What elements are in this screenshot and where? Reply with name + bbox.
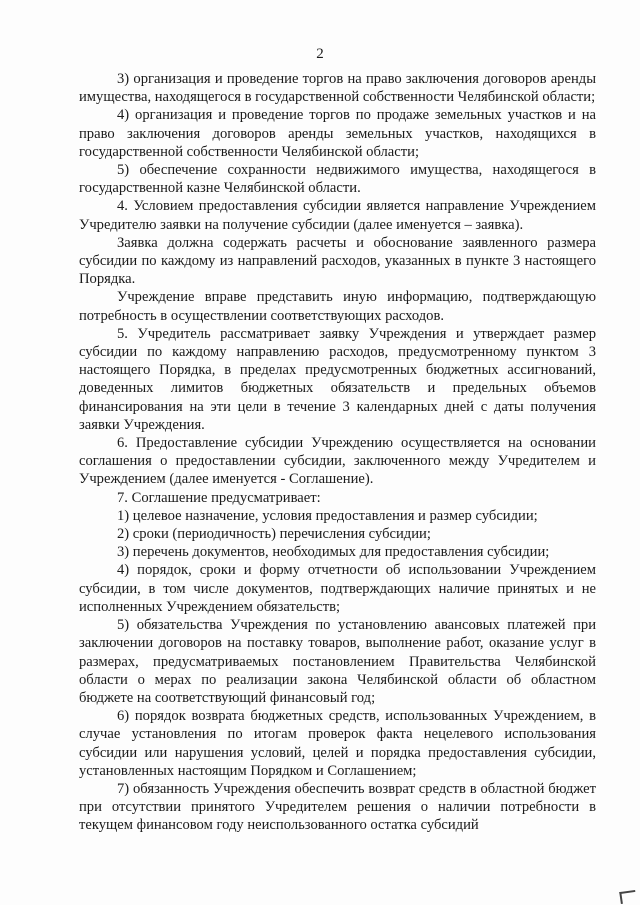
- paragraph-agreement-item-5: 5) обязательства Учреждения по установлению авансовых платежей при заключении договоров на поставку товаров, выполнение работ, оказание услуг в размерах, предусматриваемых постановлением Правительства Челябинской области о мерах по реализации закона Челябинской области об областном бюджете на соответствующий финансовый год;: [79, 617, 596, 706]
- paragraph-clause-4: 4. Условием предоставления субсидии является направление Учреждением Учредителю заявки на получение субсидии (далее именуется – заявка).: [79, 198, 596, 233]
- paragraph-additional-info: Учреждение вправе представить иную информацию, подтверждающую потребность в осуществлении соответствующих расходов.: [79, 289, 596, 324]
- paragraph-agreement-item-4: 4) порядок, сроки и форму отчетности об использовании Учреждением субсидии, в том числе документов, подтверждающих наличие принятых и не исполненных Учреждением обязательств;: [79, 562, 596, 615]
- paragraph-agreement-item-7: 7) обязанность Учреждения обеспечить возврат средств в областной бюджет при отсутствии принятого Учредителем решения о наличии потребности в текущем финансовом году неиспользованного остатка субсидий: [79, 780, 596, 834]
- paragraph-agreement-item-1: 1) целевое назначение, условия предоставления и размер субсидии;: [117, 507, 538, 524]
- paragraph-application-content: Заявка должна содержать расчеты и обоснование заявленного размера субсидии по каждому из направлений расходов, указанных в пункте 3 настоящего Порядка.: [79, 234, 596, 288]
- paragraph-agreement-item-6: 6) порядок возврата бюджетных средств, использованных Учреждением, в случае установления по итогам проверок факта нецелевого использования субсидии или нарушения условий, целей и порядка предоставления субсидии, установленных настоящим Порядком и Соглашением;: [79, 708, 596, 779]
- paragraph-clause-7: 7. Соглашение предусматривает:: [117, 489, 321, 506]
- paragraph-agreement-item-3: 3) перечень документов, необходимых для предоставления субсидии;: [117, 544, 550, 561]
- paragraph-item-5: 5) обеспечение сохранности недвижимого имущества, находящегося в государственной казне Челябинской области.: [79, 162, 596, 197]
- document-body: [79, 70, 596, 835]
- paragraph-agreement-item-2: 2) сроки (периодичность) перечисления субсидии;: [117, 526, 431, 543]
- paragraph-item-4: 4) организация и проведение торгов по продаже земельных участков и на право заключения договоров аренды земельных участков, находящихся в государственной собственности Челябинской области;: [79, 107, 596, 160]
- paragraph-clause-5: 5. Учредитель рассматривает заявку Учреждения и утверждает размер субсидии по каждому направлению расходов, предусмотренному пунктом 3 настоящего Порядка, в пределах предусмотренных бюджетных ассигнований, доведенных лимитов бюджетных обязательств и предельных объемов финансирования на эти цели в течение 3 календарных дней с даты получения заявки Учреждения.: [79, 325, 596, 433]
- corner-scan-mark: [619, 890, 637, 904]
- paragraph-clause-6: 6. Предоставление субсидии Учреждению осуществляется на основании соглашения о предоставлении субсидии, заключенного между Учредителем и Учреждением (далее именуется - Соглашение).: [79, 435, 596, 488]
- page-number: 2: [316, 46, 324, 62]
- paragraph-item-3: 3) организация и проведение торгов на право заключения договоров аренды имущества, находящегося в государственной собственности Челябинской области;: [79, 71, 596, 106]
